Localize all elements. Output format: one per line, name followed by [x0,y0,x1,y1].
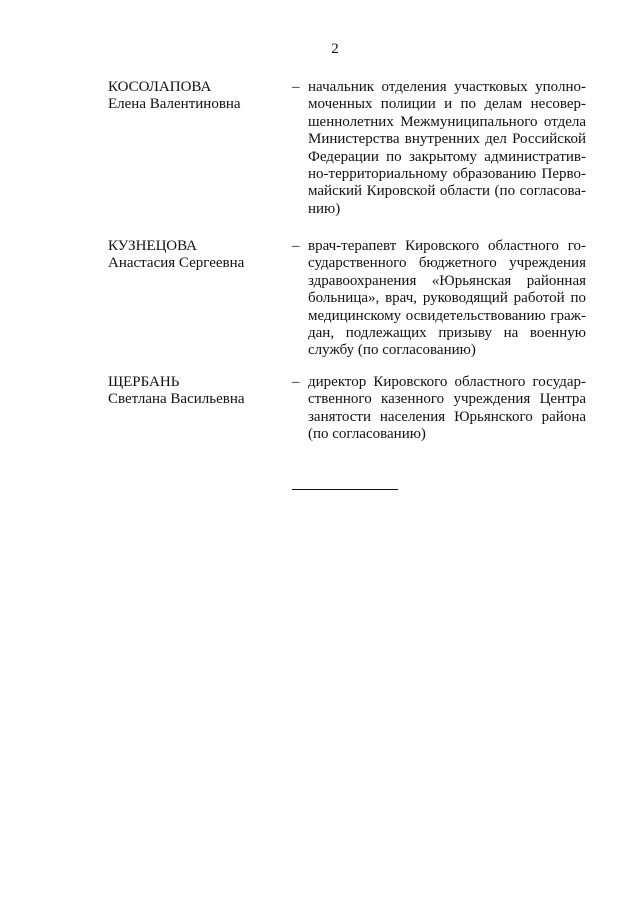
member-position [308,238,586,360]
member-surname: КУЗНЕЦОВА [108,238,197,254]
position-line: (по согласованию) [308,426,426,443]
position-line: врач-терапевт Кировского областного го- [308,238,586,254]
position-line: Федерации по закрытому административ- [308,148,586,165]
position-line: службу (по согласованию) [308,342,476,359]
member-surname: КОСОЛАПОВА [108,79,212,95]
member-surname: ЩЕРБАНЬ [108,374,180,390]
end-of-list-rule [292,489,398,490]
member-given-names: Елена Валентиновна [108,96,241,113]
dash-separator: – [292,79,300,95]
member-name [108,374,288,409]
position-line: начальник отделения участковых уполно- [308,79,586,95]
position-line: Министерства внутренних дел Российской [308,131,586,148]
position-line: майский Кировской области (по согласова- [308,183,586,200]
position-line: директор Кировского областного государ- [308,374,586,390]
position-line: здравоохранения «Юрьянская районная [308,272,586,289]
page-number: 2 [331,41,339,57]
position-line: дан, подлежащих призыву на военную [308,325,586,342]
member-given-names: Светлана Васильевна [108,391,245,408]
position-line: моченных полиции и по делам несовер- [308,96,586,113]
position-line: медицинскому освидетельствованию граж- [308,307,586,324]
member-name [108,79,288,114]
position-line: нию) [308,200,341,217]
position-line: шеннолетних Межмуниципального отдела [308,113,586,130]
position-line: больница», врач, руководящий работой по [308,290,586,307]
member-given-names: Анастасия Сергеевна [108,255,245,272]
member-name [108,238,288,273]
position-line: но-территориальному образованию Перво- [308,166,586,183]
position-line: ственного казенного учреждения Центра [308,391,586,408]
dash-separator: – [292,374,300,390]
member-position [308,79,586,218]
dash-separator: – [292,238,300,254]
member-position [308,374,586,444]
position-line: занятости населения Юрьянского района [308,408,586,425]
position-line: сударственного бюджетного учреждения [308,255,586,272]
